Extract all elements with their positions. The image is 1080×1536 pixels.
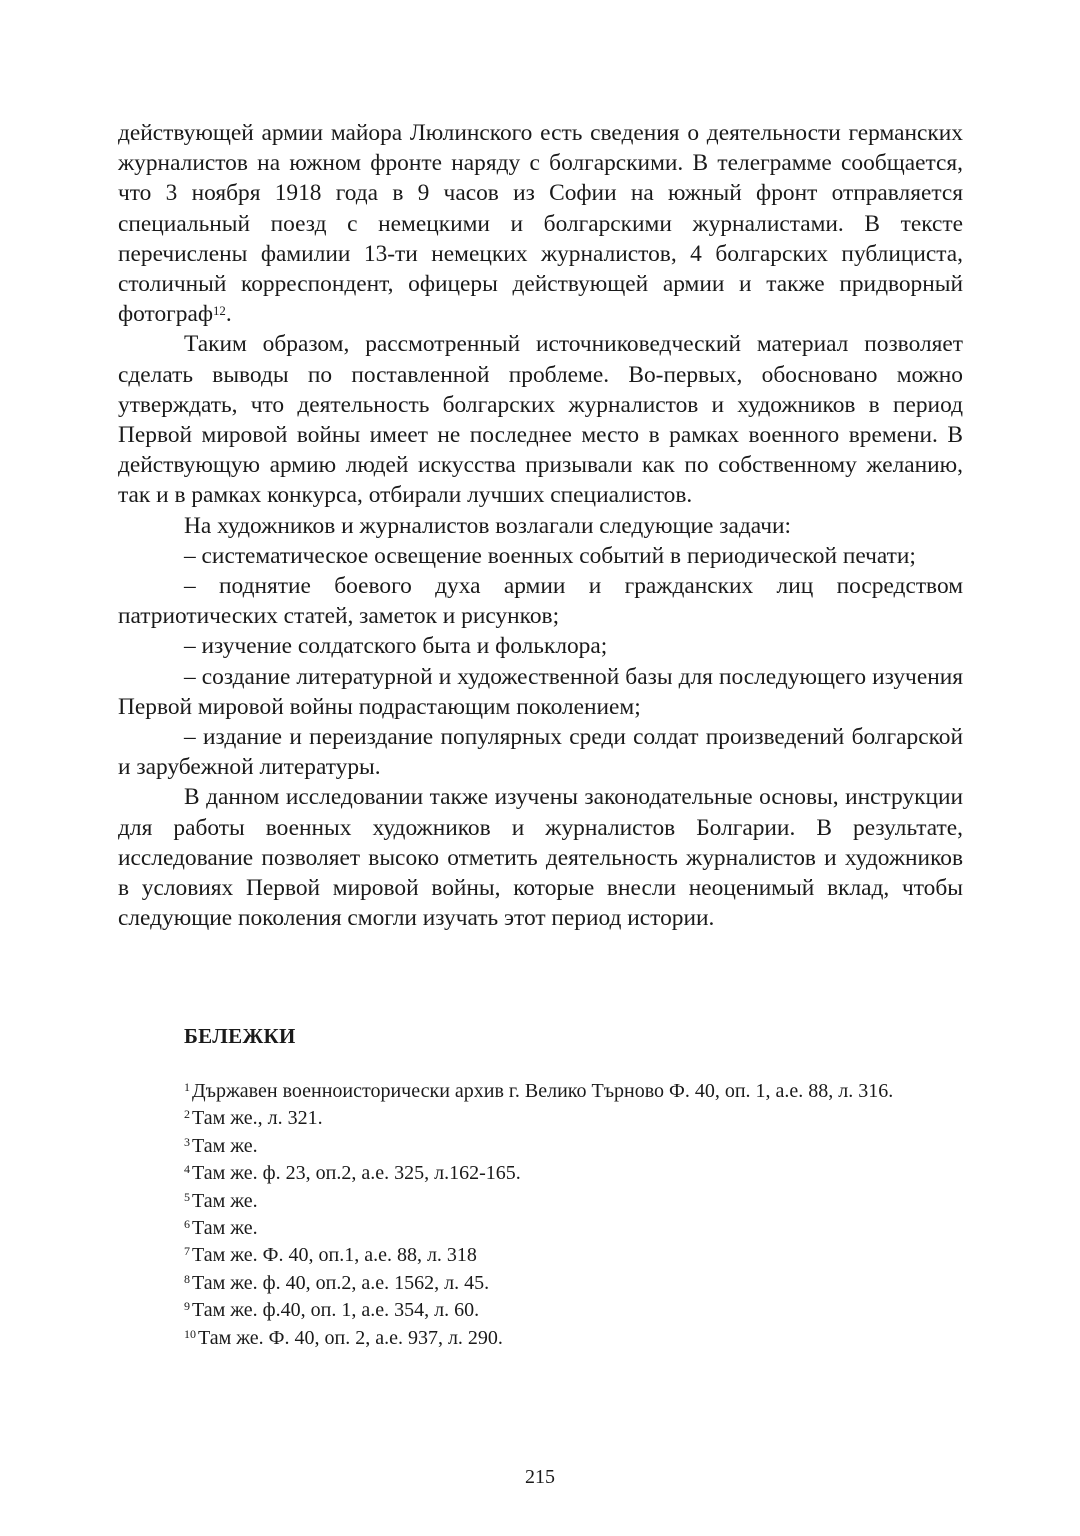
paragraph-1-tail: . — [225, 301, 232, 328]
note-item — [118, 1325, 963, 1352]
note-text: Там же. — [192, 1134, 258, 1157]
note-number: 6 — [184, 1217, 190, 1232]
list-item: – создание литературной и художественной базы для последующего изучения Первой мировой войны подрастающим поколением; — [118, 663, 963, 720]
note-item — [118, 1242, 963, 1269]
page-number: 215 — [525, 1466, 555, 1488]
paragraph-2: Таким образом, рассмотренный источниковедческий материал позволяет сделать выводы по поставленной проблеме. Во-первых, обосновано можно утверждать, что деятельность болгарских журналистов и художников в период Первой мировой войны имеет не последнее место в рамках военного времени. В действующую армию людей искусства призывали как по собственному желанию, так и в рамках конкурса, отбирали лучших специалистов. — [118, 331, 963, 509]
note-number: 9 — [184, 1299, 190, 1314]
note-number: 5 — [184, 1189, 190, 1204]
list-item: – издание и переиздание популярных среди солдат произведений болгарской и зарубежной литературы. — [118, 724, 963, 781]
note-item — [118, 1188, 963, 1215]
note-item — [118, 1270, 963, 1297]
note-number: 2 — [184, 1107, 190, 1122]
note-item — [118, 1133, 963, 1160]
list-item: – изучение солдатского быта и фольклора; — [184, 633, 608, 660]
note-text: Там же. ф. 40, оп.2, а.е. 1562, л. 45. — [192, 1271, 490, 1294]
paragraph-9: В данном исследовании также изучены законодательные основы, инструкции для работы военных художников и журналистов Болгарии. В результате, исследование позволяет высоко отметить деятельность журналистов и художников в условиях Первой мировой войны, которые внесли неоценимый вклад, чтобы следующие поколения смогли изучать этот период истории. — [118, 784, 963, 932]
notes-heading: БЕЛЕЖКИ — [184, 1024, 296, 1048]
note-number: 1 — [184, 1080, 190, 1094]
note-text: Там же. ф. 23, оп.2, а.е. 325, л.162-165. — [192, 1162, 521, 1185]
note-text: Там же. — [192, 1189, 258, 1212]
notes-list — [118, 1078, 963, 1352]
paragraph-1-text: действующей армии майора Люлинского есть сведения о деятельности германских журналистов на южном фронте наряду с болгарскими. В телеграмме сообщается, что 3 ноября 1918 года в 9 часов из Софии на южный фронт отправляется специальный поезд с немецкими и болгарскими журналистами. В тексте перечислены фамилии 13-ти немецких журналистов, 4 болгарских публициста, столичный корреспондент, офицеры действующей армии и также придворный фотограф — [118, 120, 963, 328]
note-text: Там же. Ф. 40, оп.1, а.е. 88, л. 318 — [192, 1244, 477, 1267]
footnote-ref-12[interactable]: 12 — [212, 304, 226, 319]
note-item — [118, 1078, 963, 1105]
note-text: Държавен военноисторически архив г. Велико Търново Ф. 40, оп. 1, а.е. 88, л. 316. — [192, 1080, 894, 1102]
note-number: 7 — [184, 1244, 190, 1259]
note-text: Там же. Ф. 40, оп. 2, а.е. 937, л. 290. — [198, 1326, 503, 1349]
note-text: Там же. ф.40, оп. 1, а.е. 354, л. 60. — [192, 1299, 480, 1322]
note-text: Там же. — [192, 1217, 258, 1240]
note-text: Там же., л. 321. — [192, 1107, 323, 1130]
note-item — [118, 1160, 963, 1187]
paragraph-1 — [118, 118, 963, 329]
note-number: 8 — [184, 1271, 190, 1286]
note-number: 4 — [184, 1162, 190, 1177]
note-item — [118, 1215, 963, 1242]
note-number: 3 — [184, 1134, 190, 1149]
note-number: 10 — [184, 1326, 196, 1341]
paragraph-3: На художников и журналистов возлагали следующие задачи: — [184, 512, 792, 539]
list-item: – поднятие боевого духа армии и гражданских лиц посредством патриотических статей, заметок и рисунков; — [118, 573, 963, 630]
note-item — [118, 1297, 963, 1324]
note-item — [118, 1105, 963, 1132]
list-item: – систематическое освещение военных событий в периодической печати; — [184, 542, 916, 569]
main-text — [118, 118, 963, 933]
